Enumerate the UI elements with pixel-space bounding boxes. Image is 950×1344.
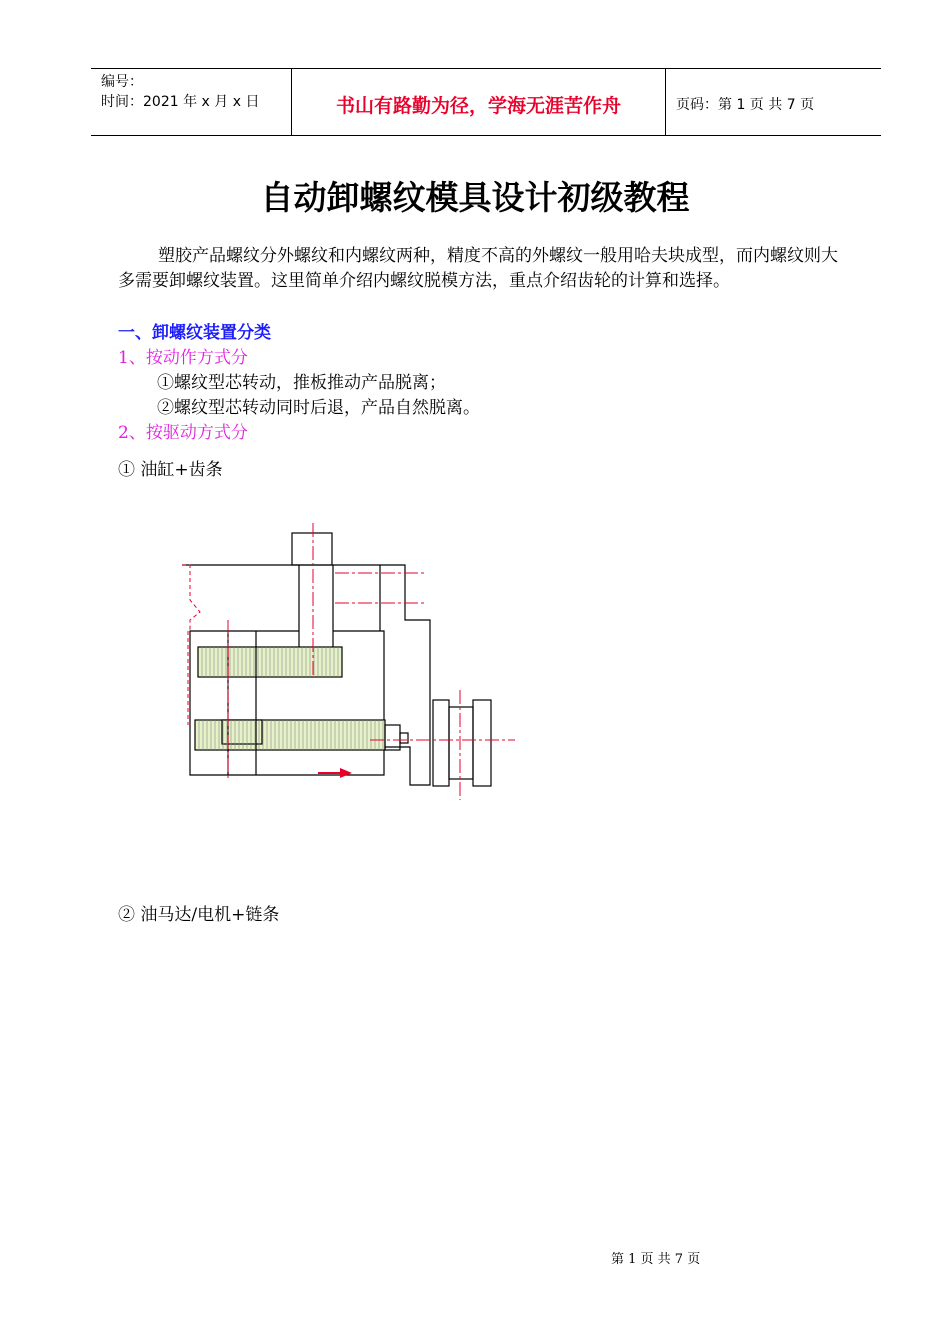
section-heading: 一、卸螺纹装置分类 [118,323,271,343]
intro-paragraph: 塑胶产品螺纹分外螺纹和内螺纹两种，精度不高的外螺纹一般用哈夫块成型，而内螺纹则大多需要卸螺纹装置。这里简单介绍内螺纹脱模方法，重点介绍齿轮的计算和选择。 [118,246,838,291]
number-label: 编号： [101,74,143,90]
cylinder-rack-diagram [170,515,530,805]
coupling-disc-2 [449,707,473,779]
motto: 书山有路勤为径，学海无涯苦作舟 [335,95,621,117]
page-code: 页码：第 1 页 共 7 页 [676,97,815,113]
list-item: ① 油缸+齿条 [118,460,223,480]
header-table [91,68,881,136]
header-mid-cell [292,69,666,135]
top-nut-block [292,533,332,565]
list-item: ② 油马达/电机+链条 [118,905,280,925]
motion-arrow-icon [318,768,352,778]
list-item: ②螺纹型芯转动同时后退，产品自然脱离。 [157,398,480,418]
time-label: 时间：2021 年 x 月 x 日 [101,94,260,110]
coupling-disc-1 [433,700,449,786]
subsection-heading-1: 1、按动作方式分 [118,348,248,368]
page-footer: 第 1 页 共 7 页 [611,1252,701,1267]
document-title: 自动卸螺纹模具设计初级教程 [260,178,690,217]
subsection-heading-2: 2、按驱动方式分 [118,423,248,443]
header-left-cell [91,69,292,135]
upper-shaft [299,565,333,651]
header-right-cell [666,69,881,135]
list-item: ①螺纹型芯转动，推板推动产品脱离； [157,373,446,393]
coupling-disc-3 [473,700,491,786]
